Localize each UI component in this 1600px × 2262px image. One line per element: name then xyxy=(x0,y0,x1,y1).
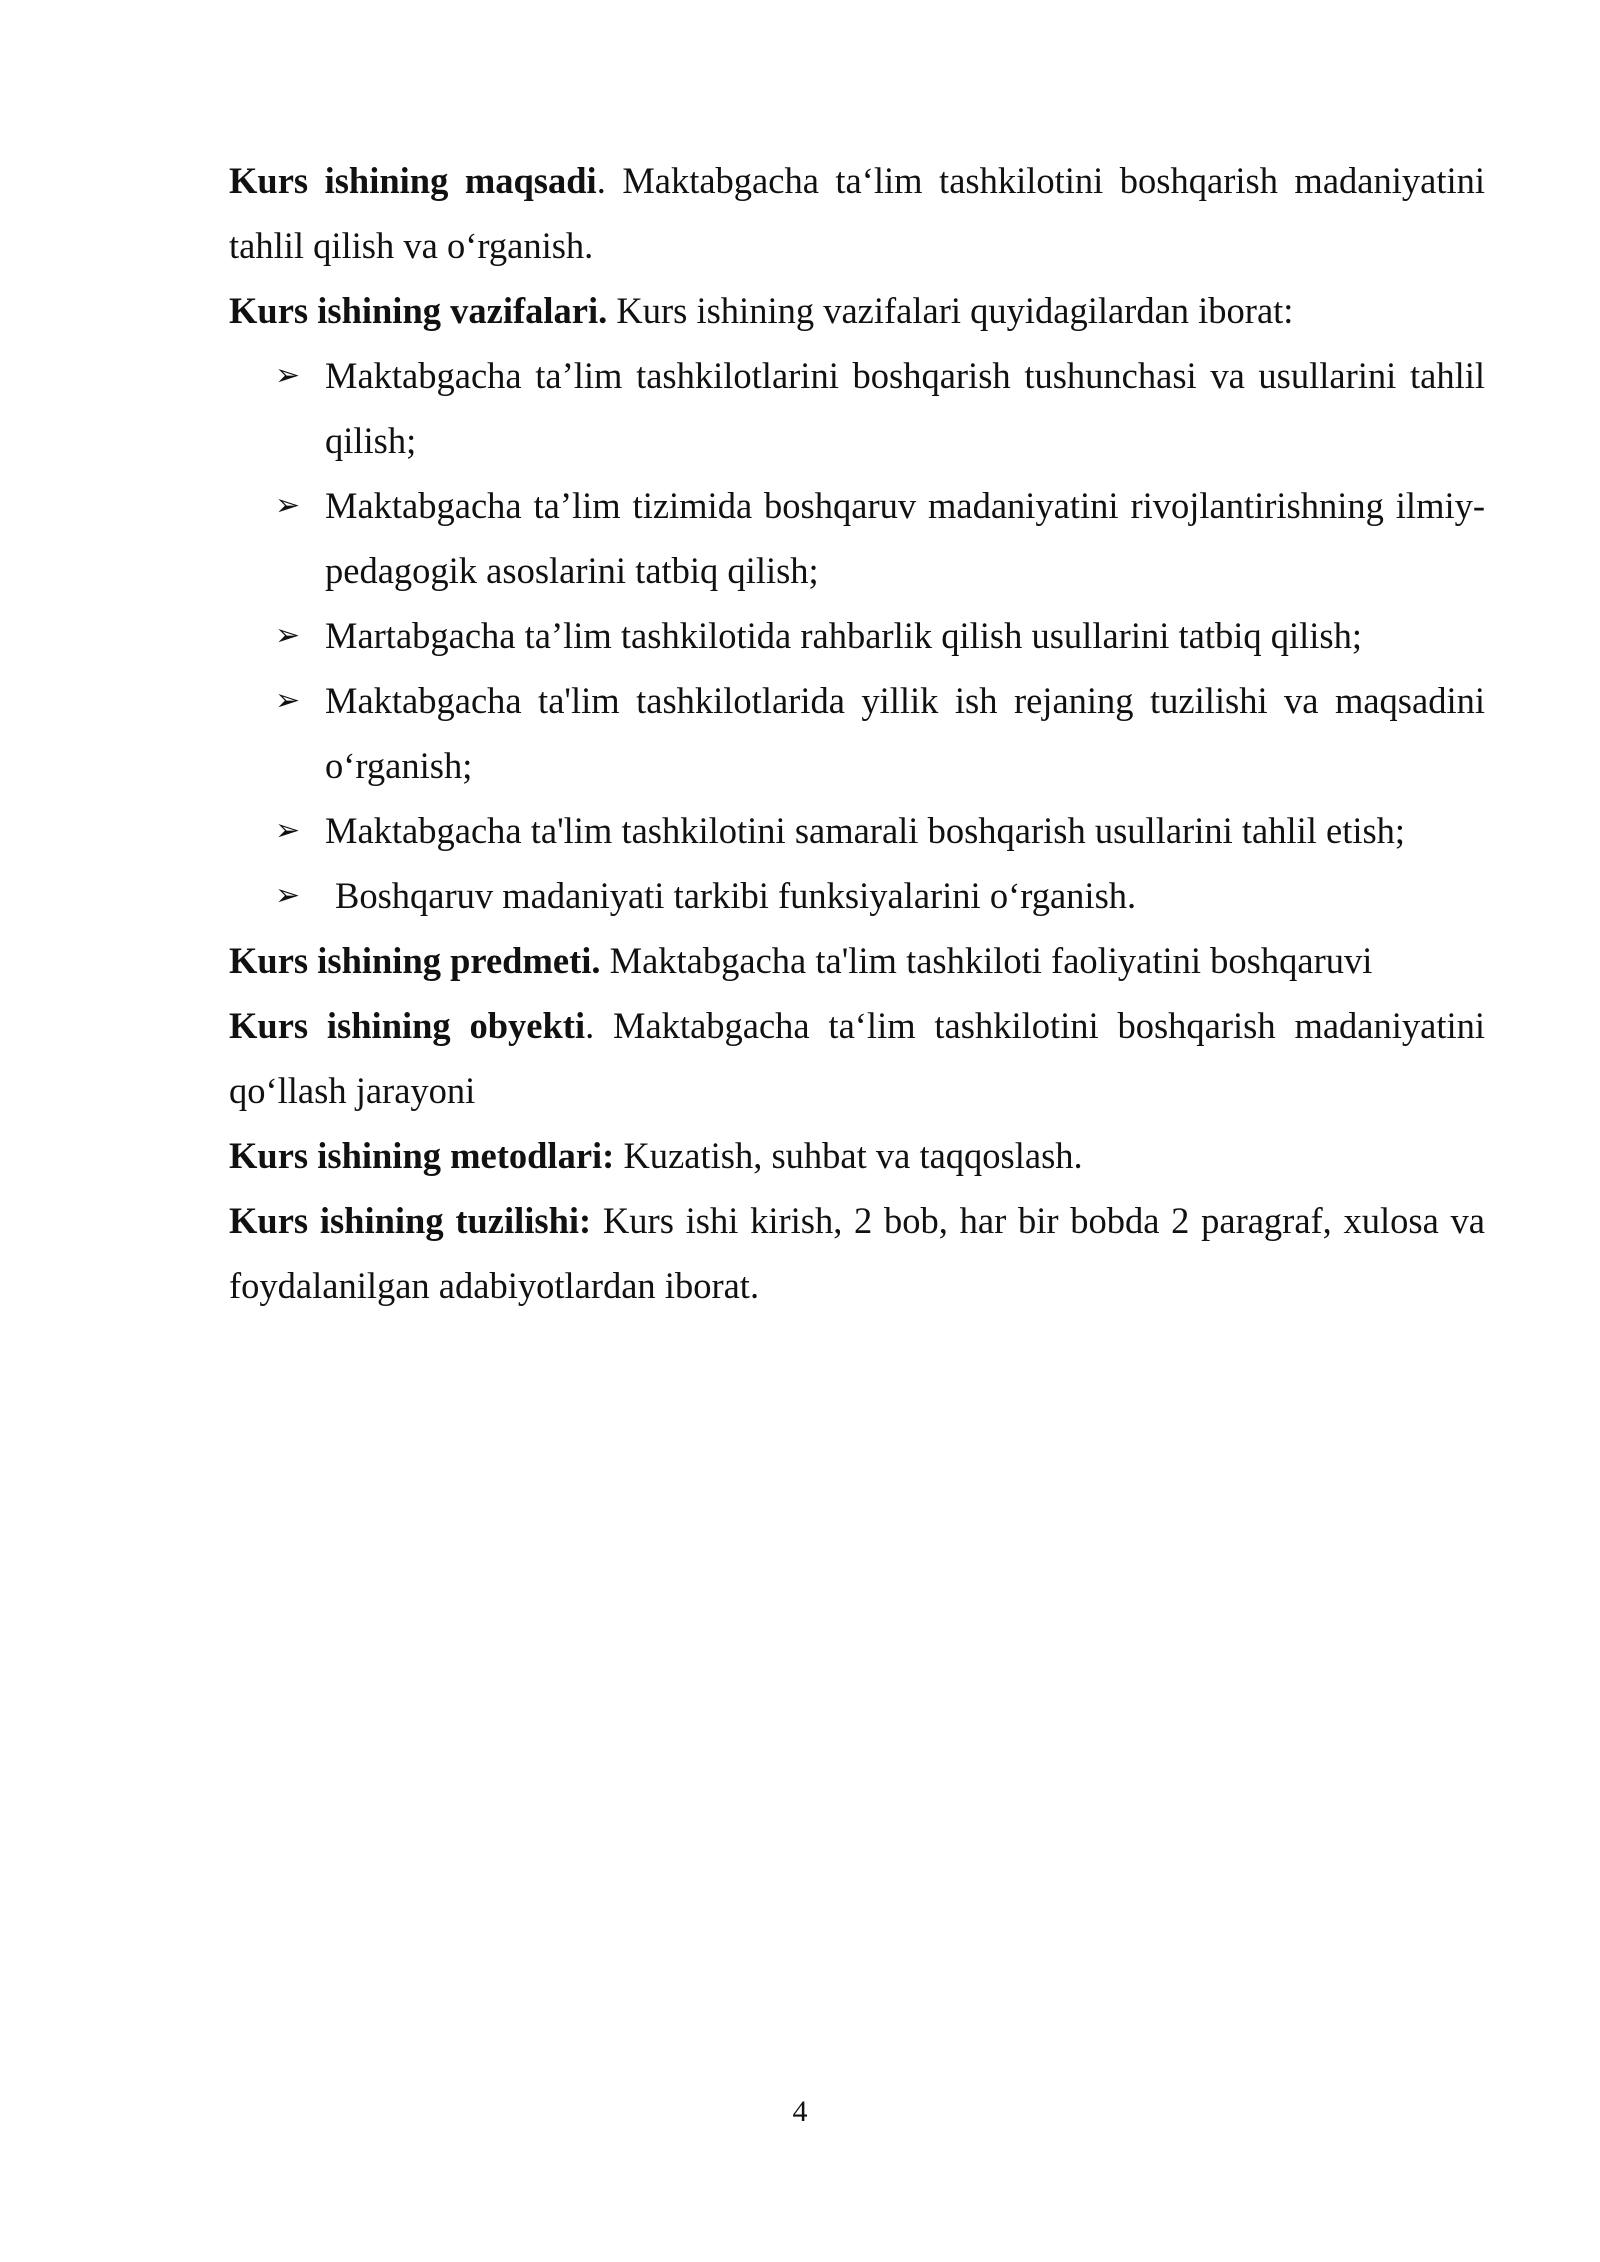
subject-text: Maktabgacha ta'lim tashkiloti faoliyatini boshqaruvi xyxy=(600,940,1373,981)
page-number: 4 xyxy=(792,2095,808,2128)
goal-text: . Maktabgacha ta‘lim tashkilotini boshqarish madaniyatini tahlil qilish va o‘rganish. xyxy=(229,160,1485,266)
list-item-text: Maktabgacha ta’lim tizimida boshqaruv madaniyatini rivojlantirishning ilmiy-pedagogik asoslarini tatbiq qilish; xyxy=(325,485,1485,591)
list-item xyxy=(275,668,1485,798)
structure-text: Kurs ishi kirish, 2 bob, har bir bobda 2 paragraf, xulosa va foydalanilgan adabiyotlardan iborat. xyxy=(229,1200,1486,1306)
list-item xyxy=(275,603,1485,668)
tasks-text: Kurs ishining vazifalari quyidagilardan iborat: xyxy=(607,290,1294,331)
list-item xyxy=(275,798,1485,863)
list-item-text: Maktabgacha ta'lim tashkilotini samarali boshqarish usullarini tahlil etish; xyxy=(325,810,1406,851)
object-label: Kurs ishining obyekti xyxy=(229,1005,586,1046)
list-item-text: Maktabgacha ta’lim tashkilotlarini boshqarish tushunchasi va usullarini tahlil qilish; xyxy=(325,355,1485,461)
list-item-text: Martabgacha ta’lim tashkilotida rahbarlik qilish usullarini tatbiq qilish; xyxy=(325,615,1362,656)
arrow-bullet-icon: ➢ xyxy=(275,878,301,913)
list-item-text: Boshqaruv madaniyati tarkibi funksiyalarini o‘rganish. xyxy=(335,875,1137,916)
arrow-bullet-icon: ➢ xyxy=(275,813,301,848)
tasks-paragraph xyxy=(229,278,1485,343)
arrow-bullet-icon: ➢ xyxy=(275,358,301,393)
arrow-bullet-icon: ➢ xyxy=(275,683,301,718)
list-item xyxy=(275,473,1485,603)
list-item-text: Maktabgacha ta'lim tashkilotlarida yillik ish rejaning tuzilishi va maqsadini o‘rganish; xyxy=(325,680,1485,786)
subject-label: Kurs ishining predmeti. xyxy=(229,940,601,981)
structure-paragraph xyxy=(229,1188,1485,1318)
methods-paragraph xyxy=(229,1123,1485,1188)
methods-text: Kuzatish, suhbat va taqqoslash. xyxy=(614,1135,1083,1176)
goal-label: Kurs ishining maqsadi xyxy=(229,160,597,201)
methods-label: Kurs ishining metodlari: xyxy=(229,1135,615,1176)
list-item xyxy=(275,863,1485,928)
page-body xyxy=(229,148,1485,1318)
tasks-label: Kurs ishining vazifalari. xyxy=(229,290,608,331)
subject-paragraph xyxy=(229,928,1485,993)
object-text: . Maktabgacha ta‘lim tashkilotini boshqarish madaniyatini qo‘llash jarayoni xyxy=(229,1005,1485,1111)
list-item xyxy=(275,343,1485,473)
goal-paragraph xyxy=(229,148,1485,278)
arrow-bullet-icon: ➢ xyxy=(275,618,301,653)
object-paragraph xyxy=(229,993,1485,1123)
arrow-bullet-icon: ➢ xyxy=(275,488,301,523)
structure-label: Kurs ishining tuzilishi: xyxy=(229,1200,592,1241)
tasks-list xyxy=(229,343,1485,928)
